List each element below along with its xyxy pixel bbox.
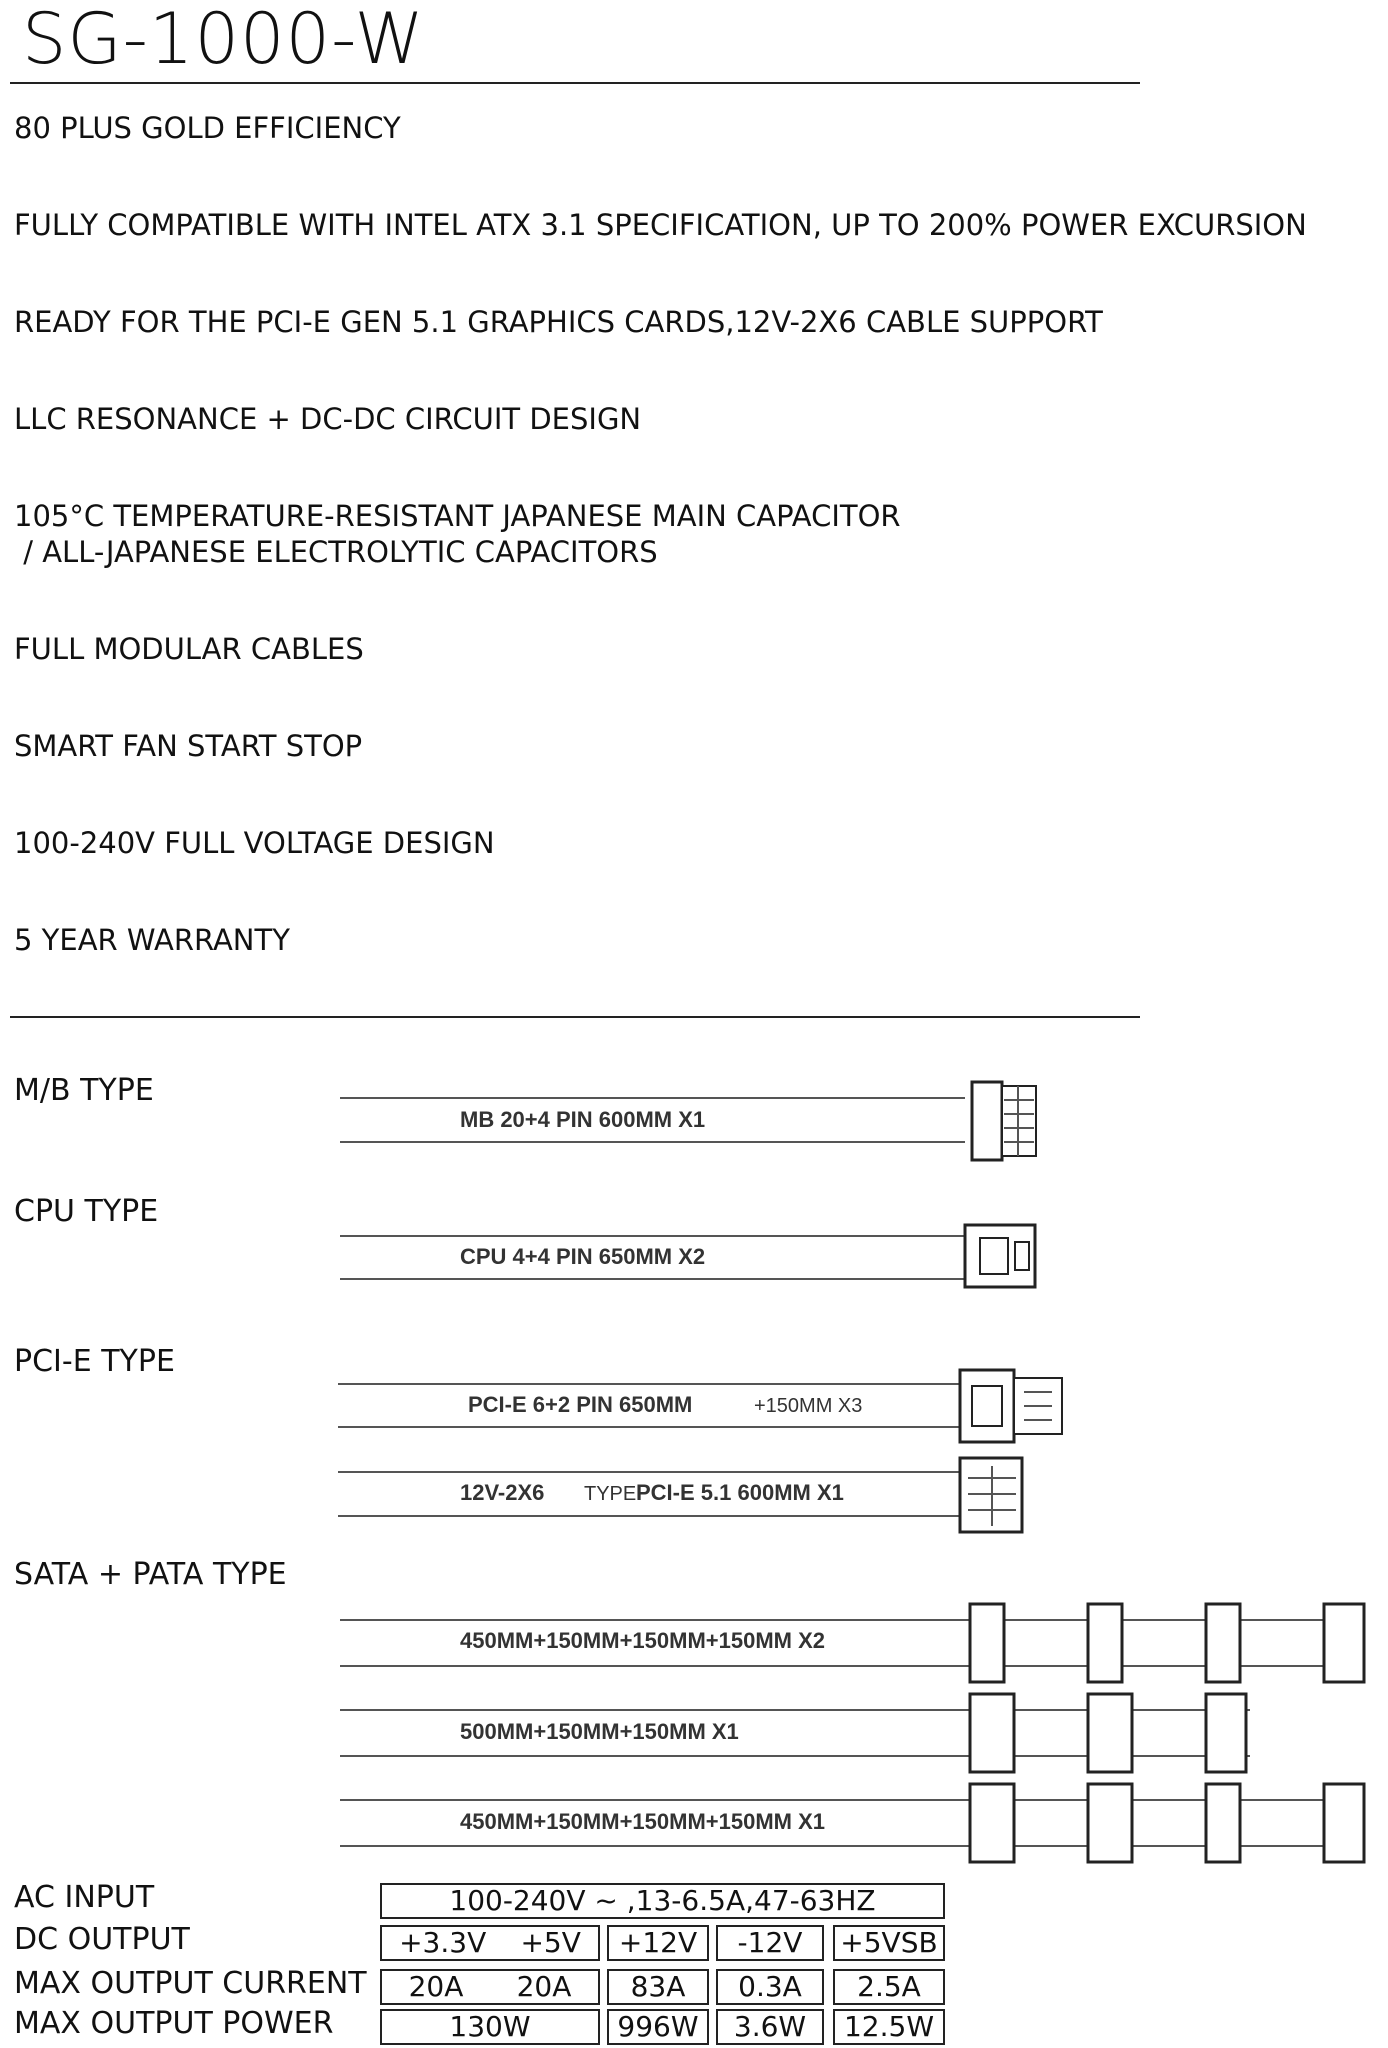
sata-connector-icon	[1206, 1784, 1240, 1862]
pata-connector-icon	[1088, 1784, 1132, 1862]
pata-connector-icon	[1088, 1694, 1132, 1772]
section-label-pcie: PCI-E TYPE	[14, 1344, 175, 1379]
pata-connector-icon	[1324, 1784, 1364, 1862]
max-power-value: 130W	[380, 2009, 600, 2045]
ac-input-value: 100-240V ~ ,13-6.5A,47-63HZ	[380, 1883, 945, 1919]
max-current-value: 2.5A	[833, 1969, 945, 2005]
max-current-value: 20A	[408, 1970, 464, 2003]
max-current-cell	[380, 1969, 600, 2005]
feature-item: 100-240V FULL VOLTAGE DESIGN	[14, 826, 495, 860]
sata-connector-icon	[1088, 1604, 1122, 1682]
cpu-connector-icon	[965, 1225, 1035, 1287]
mb-connector-icon	[972, 1082, 1002, 1160]
dc-output-label: DC OUTPUT	[14, 1922, 190, 1957]
feature-item: FULL MODULAR CABLES	[14, 632, 364, 666]
pcie-connector-icon	[960, 1370, 1014, 1442]
dc-output-value: +12V	[607, 1925, 709, 1961]
sata-connector-icon	[970, 1604, 1004, 1682]
dc-output-value: +5V	[520, 1926, 581, 1959]
dc-output-value: +5VSB	[833, 1925, 945, 1961]
sata-cable-1-label: 450MM+150MM+150MM+150MM X2	[460, 1628, 825, 1653]
pata-connector-icon	[1206, 1694, 1246, 1772]
dc-output-cell	[380, 1925, 600, 1961]
max-current-label: MAX OUTPUT CURRENT	[14, 1966, 367, 2001]
pata-connector-icon	[1324, 1604, 1364, 1682]
max-power-label: MAX OUTPUT POWER	[14, 2006, 334, 2041]
feature-item: FULLY COMPATIBLE WITH INTEL ATX 3.1 SPECIFICATION, UP TO 200% POWER EXCURSION	[14, 208, 1307, 242]
feature-item: 105°C TEMPERATURE-RESISTANT JAPANESE MAIN CAPACITOR / ALL-JAPANESE ELECTROLYTIC CAPACITORS	[14, 499, 901, 569]
feature-item: 5 YEAR WARRANTY	[14, 923, 290, 957]
ac-input-label: AC INPUT	[14, 1880, 155, 1915]
sata-connector-icon	[1206, 1604, 1240, 1682]
feature-item: LLC RESONANCE + DC-DC CIRCUIT DESIGN	[14, 402, 642, 436]
max-power-value: 996W	[607, 2009, 709, 2045]
max-power-value: 12.5W	[833, 2009, 945, 2045]
pcie-12v-label-a: 12V-2X6	[460, 1480, 545, 1505]
section-label-cpu: CPU TYPE	[14, 1194, 159, 1229]
section-label-sata: SATA + PATA TYPE	[14, 1557, 287, 1592]
max-power-value: 3.6W	[716, 2009, 824, 2045]
max-current-value: 20A	[516, 1970, 572, 2003]
cpu-cable-label: CPU 4+4 PIN 650MM X2	[460, 1244, 706, 1269]
feature-item: SMART FAN START STOP	[14, 729, 363, 763]
pata-connector-icon	[970, 1784, 1014, 1862]
sata-cable-3-label: 450MM+150MM+150MM+150MM X1	[460, 1809, 825, 1834]
max-current-value: 0.3A	[716, 1969, 824, 2005]
pata-connector-icon	[970, 1694, 1014, 1772]
pcie-cable-extra-label: +150MM X3	[754, 1395, 863, 1417]
dc-output-value: -12V	[716, 1925, 824, 1961]
sata-cable-2-label: 500MM+150MM+150MM X1	[460, 1719, 739, 1744]
max-current-value: 83A	[607, 1969, 709, 2005]
mb-cable-label: MB 20+4 PIN 600MM X1	[460, 1107, 706, 1132]
product-title: SG-1000-W	[22, 0, 425, 80]
feature-item: READY FOR THE PCI-E GEN 5.1 GRAPHICS CARDS,12V-2X6 CABLE SUPPORT	[14, 305, 1103, 339]
section-label-mb: M/B TYPE	[14, 1073, 154, 1108]
pcie-12v-label-b: TYPE	[584, 1483, 637, 1505]
pcie-12v-label-c: PCI-E 5.1 600MM X1	[636, 1480, 844, 1505]
dc-output-value: +3.3V	[399, 1926, 487, 1959]
feature-item: 80 PLUS GOLD EFFICIENCY	[14, 111, 401, 145]
pcie-cable-label: PCI-E 6+2 PIN 650MM	[468, 1392, 693, 1417]
pcie-cable	[338, 1370, 1062, 1442]
